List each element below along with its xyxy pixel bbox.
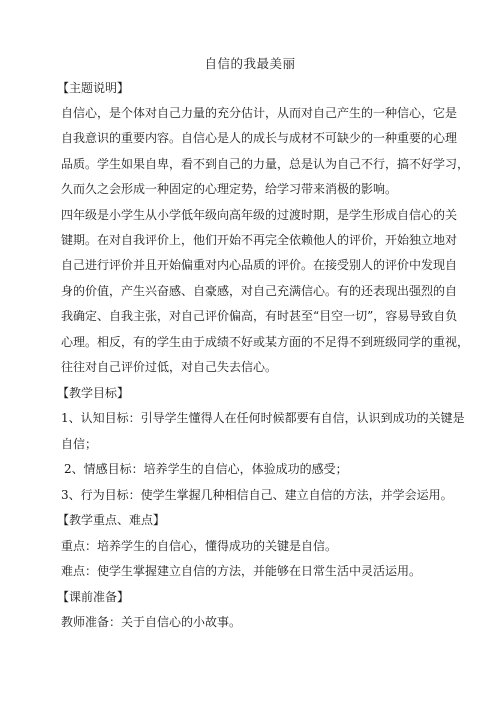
paragraph-line: 四年级是小学生从小学低年级向高年级的过渡时期，是学生形成自信心的关 bbox=[61, 208, 458, 222]
paragraph-line: 我确定、自我主张，对自己评价偏高，有时甚至“目空一切”，容易导致自负 bbox=[61, 309, 458, 323]
focus-item: 重点：培养学生的自信心，懂得成功的关键是自信。 bbox=[61, 539, 338, 553]
paragraph-line: 键期。在对自我评价上，他们开始不再完全依赖他人的评价，开始独立地对 bbox=[61, 233, 458, 247]
section-heading-theme: 【主题说明】 bbox=[57, 81, 130, 95]
section-heading-preparation: 【课前准备】 bbox=[57, 590, 130, 604]
paragraph-line: 自我意识的重要内容。自信心是人的成长与成材不可缺少的一种重要的心理 bbox=[61, 131, 458, 145]
difficulty-item: 难点：使学生掌握建立自信的方法，并能够在日常生活中灵活运用。 bbox=[61, 564, 422, 578]
document-title: 自信的我最美丽 bbox=[204, 56, 296, 71]
paragraph-line: 身的价值，产生兴奋感、自豪感，对自己充满信心。有的还表现出强烈的自 bbox=[61, 284, 458, 298]
section-heading-goals: 【教学目标】 bbox=[57, 386, 130, 400]
paragraph-line: 久而久之会形成一种固定的心理定势，给学习带来消极的影响。 bbox=[61, 182, 398, 196]
preparation-item: 教师准备：关于自信心的小故事。 bbox=[61, 615, 242, 629]
goal-item-continued: 自信； bbox=[61, 437, 98, 451]
paragraph-line: 心理。相反，有的学生由于成绩不好或某方面的不足得不到班级同学的重视， bbox=[61, 335, 470, 349]
section-heading-focus: 【教学重点、难点】 bbox=[57, 513, 166, 527]
goal-item: 3、行为目标：使学生掌握几种相信自己、建立自信的方法，并学会运用。 bbox=[61, 488, 453, 502]
goal-item: 1、认知目标：引导学生懂得人在任何时候都要有自信，认识到成功的关键是 bbox=[61, 411, 465, 425]
paragraph-line: 自己进行评价并且开始偏重对内心品质的评价。在接受别人的评价中发现自 bbox=[61, 258, 458, 272]
paragraph-line: 自信心，是个体对自己力量的充分估计，从而对自己产生的一种信心，它是 bbox=[61, 106, 458, 120]
paragraph-line: 往往对自己评价过低，对自己失去信心。 bbox=[61, 360, 278, 374]
paragraph-line: 品质。学生如果自卑，看不到自己的力量，总是认为自己不行，搞不好学习， bbox=[61, 157, 470, 171]
goal-item: 2、情感目标：培养学生的自信心，体验成功的感受； bbox=[64, 462, 348, 476]
